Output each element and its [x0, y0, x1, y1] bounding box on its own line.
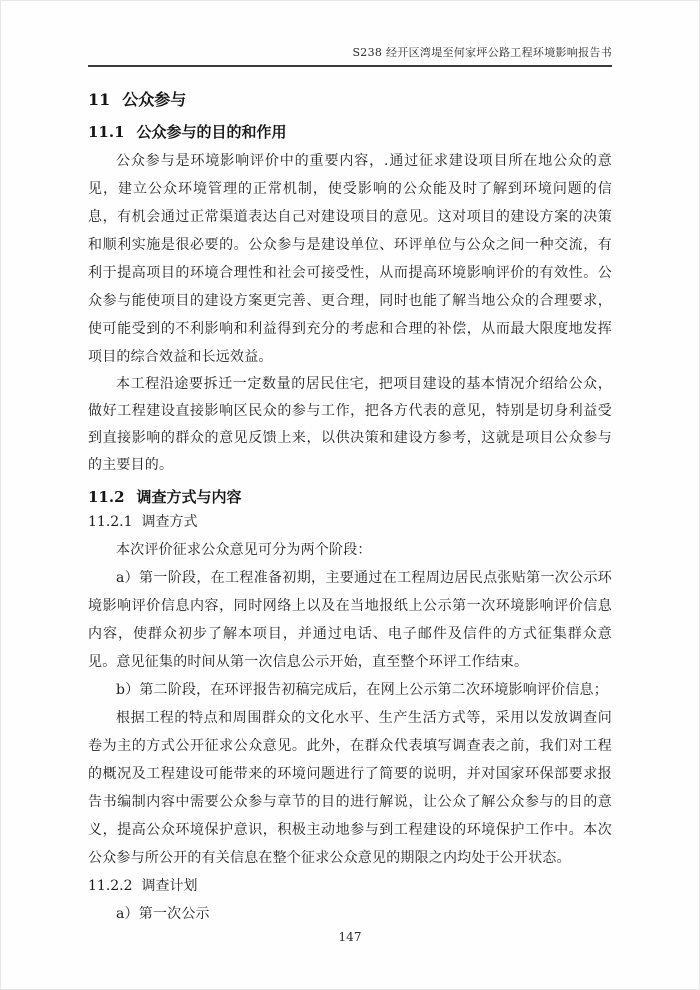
section-number: 11.2.1 [88, 514, 133, 530]
paragraph-purpose-2: 本工程沿途要拆迁一定数量的居民住宅，把项目建设的基本情况介绍给公众，做好工程建设直接影响区民众的参与工作，把各方代表的意见，特别是切身利益受到直接影响的群众的意见反馈上来，以供决策和建设方参考，这就是项目公众参与的主要目的。 [88, 376, 612, 473]
page-header [88, 0, 612, 67]
page-number: 147 [338, 930, 362, 944]
section-title: 调查计划 [141, 878, 198, 894]
paragraph-purpose-1: 公众参与是环境影响评价中的重要内容，.通过征求建设项目所在地公众的意见，建立公众环境管理的正常机制，使受影响的公众能及时了解到环境问题的信息，有机会通过正常渠道表达自己对建设项目的意见。这对项目的建设方案的决策和顺利实施是很必要的。公众参与是建设单位、环评单位与公众之间一种交流，有利于提高项目的环境合理性和社会可接受性，从而提高环境影响评价的有效性。公众参与能使项目的建设方案更完善、更合理，同时也能了解当地公众的合理要求，使可能受到的不利影响和利益得到充分的考虑和合理的补偿，从而最大限度地发挥项目的综合效益和长远效益。 [88, 153, 612, 365]
running-header-title: S238 经开区湾堤至何家坪公路工程环境影响报告书 [352, 46, 612, 59]
paragraph-first-publicity: a）第一次公示 [116, 906, 210, 922]
section-title: 公众参与 [122, 90, 187, 109]
section-heading-11-1 [88, 121, 612, 143]
section-title: 调查方式 [141, 514, 198, 530]
section-number: 11.2 [88, 488, 125, 506]
section-heading-11-2-1 [88, 508, 612, 536]
page-footer [0, 930, 700, 944]
paragraph-survey-intro: 本次评价征求公众意见可分为两个阶段： [116, 542, 372, 558]
section-title: 调查方式与内容 [136, 488, 242, 506]
section-heading-11-2-2 [88, 872, 612, 900]
paragraph-stage-a: a）第一阶段，在工程准备初期，主要通过在工程周边居民点张贴第一次公示环境影响评价信息内容，同时网络上以及在当地报纸上公示第一次环境影响评价信息内容，使群众初步了解本项目，并通过电话、电子邮件及信件的方式征集群众意见。意见征集的时间从第一次信息公示开始，直至整个环评工作结束。 [88, 570, 612, 670]
section-number: 11 [88, 90, 111, 109]
paragraph-stage-b: b）第二阶段，在环评报告初稿完成后，在网上公示第二次环境影响评价信息； [116, 682, 608, 698]
section-title: 公众参与的目的和作用 [136, 123, 287, 141]
paragraph-questionnaire: 根据工程的特点和周围群众的文化水平、生产生活方式等，采用以发放调查问卷为主的方式公开征求公众意见。此外，在群众代表填写调查表之前，我们对工程的概况及工程建设可能带来的环境问题进行了简要的说明，并对国家环保部要求报告书编制内容中需要公众参与章节的目的进行解说，让公众了解公众参与的目的意义，提高公众环境保护意识，积极主动地参与到工程建设的环境保护工作中。本次公众参与所公开的有关信息在整个征求公众意见的期限之内均处于公开状态。 [88, 710, 612, 866]
section-number: 11.2.2 [88, 878, 133, 894]
section-heading-11 [88, 89, 612, 111]
section-heading-11-2 [88, 486, 612, 508]
section-number: 11.1 [88, 123, 125, 141]
